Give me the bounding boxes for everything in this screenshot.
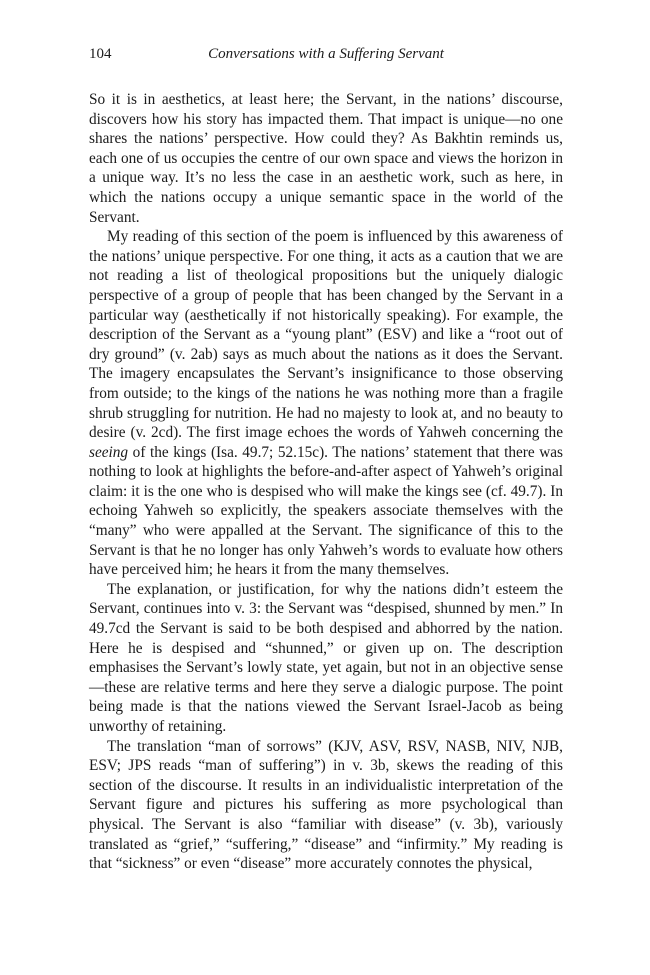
paragraph-1 <box>89 90 563 227</box>
body-text <box>89 90 563 874</box>
paragraph-4 <box>89 737 563 874</box>
page-number: 104 <box>89 46 112 62</box>
paragraph-text: So it is in aesthetics, at least here; the Servant, in the nations’ discourse, discovers how his story has impacted them. That impact is unique—no one shares the nations’ perspective. How could they? As Bakhtin reminds us, each one of us occupies the centre of our own space and views the horizon in a unique way. It’s no less the case in an aesthetic work, such as here, in which the nations occupy a unique semantic space in the world of the Servant. <box>89 91 563 226</box>
italic-emphasis: seeing <box>89 443 129 461</box>
book-page <box>89 44 563 874</box>
running-title: Conversations with a Suffering Servant <box>208 46 444 62</box>
paragraph-2 <box>89 227 563 580</box>
paragraph-text: The explanation, or justification, for why the nations didn’t esteem the Servant, continues into v. 3: the Servant was “despised, shunned by men.” In 49.7cd the Servant is said to be both despised and abhorred by the nation. Here he is despised and “shunned,” or given up on. The description emphasises the Servant’s lowly state, yet again, but not in an objective sense—these are relative terms and here they serve a dialogic purpose. The point being made is that the nations viewed the Servant Israel-Jacob as being unworthy of retaining. <box>89 580 563 735</box>
running-head <box>89 44 563 66</box>
paragraph-text: The translation “man of sorrows” (KJV, ASV, RSV, NASB, NIV, NJB, ESV; JPS reads “man of suffering”) in v. 3b, skews the reading of this section of the discourse. It results in an individualistic interpretation of the Servant figure and pictures his suffering as more psychological than physical. The Servant is also “familiar with disease” (v. 3b), variously translated as “grief,” “suffering,” “disease” and “infirmity.” My reading is that “sickness” or even “disease” more accurately connotes the physical, <box>89 737 563 873</box>
paragraph-text: My reading of this section of the poem is influenced by this awareness of the nations’ unique perspective. For one thing, it acts as a caution that we are not reading a list of theological propositions but the uniquely dialogic perspective of a group of people that has been changed by the Servant in a particular way (aesthetically if not historically speaking). For example, the description of the Servant as a “young plant” (ESV) and like a “root out of dry ground” (v. 2ab) says as much about the nations as it does the Servant. The imagery encapsulates the Servant’s insignificance to those observing from outside; to the kings of the nations he was nothing more than a fragile shrub struggling for nutrition. He had no majesty to look at, and no beauty to desire (v. 2cd). The first image echoes the words of Yahweh concerning the <box>89 228 563 442</box>
paragraph-3 <box>89 580 563 737</box>
paragraph-text: of the kings (Isa. 49.7; 52.15c). The nations’ statement that there was nothing to look at highlights the before-and-after aspect of Yahweh’s original claim: it is the one who is despised who will make the kings see (cf. 49.7). In echoing Yahweh so explicitly, the speakers associate themselves with the “many” who were appalled at the Servant. The significance of this to the Servant is that he no longer has only Yahweh’s words to evaluate how others have perceived him; he hears it from the many themselves. <box>89 443 563 579</box>
